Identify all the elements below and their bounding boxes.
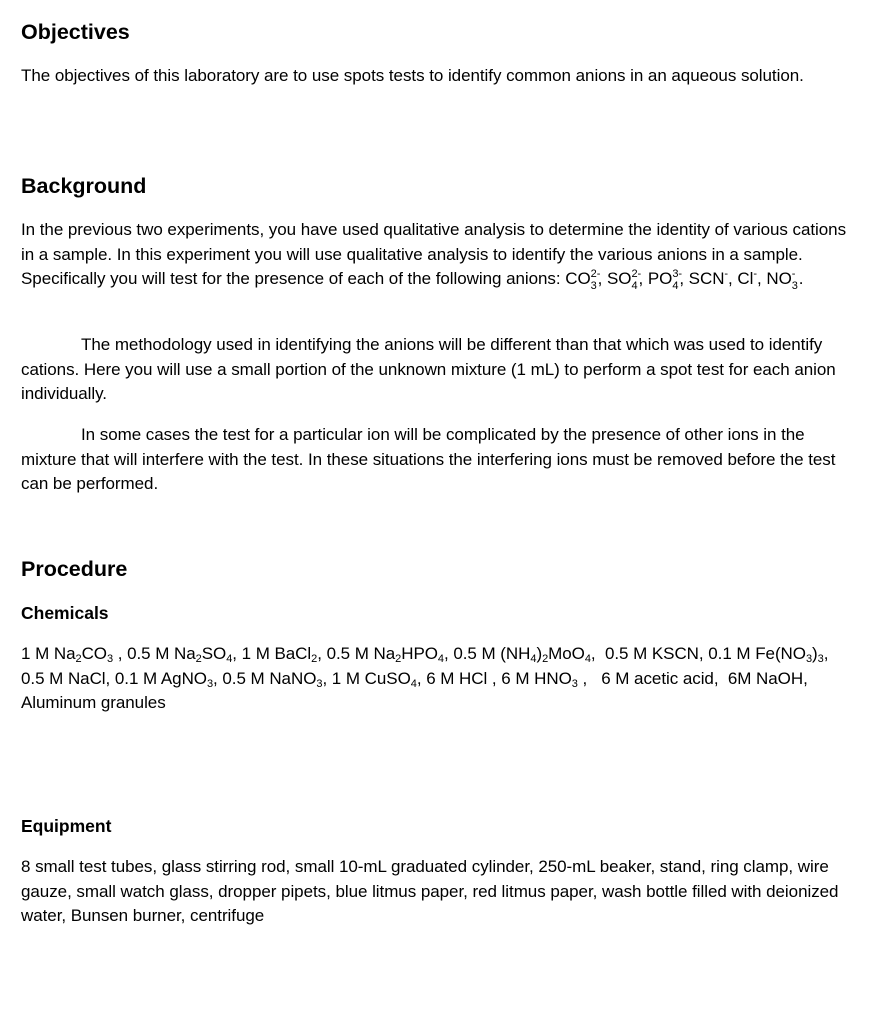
objectives-text: The objectives of this laboratory are to use spots tests to identify common anions in an aqueous solution. bbox=[21, 66, 804, 85]
background-paragraph-1-text: In the previous two experiments, you have used qualitative analysis to determine the identity of various cations in a sample. In this experiment you will use qualitative analysis to identify the various anions in a sample. Specifically you will test for the presence of each of the following anions: bbox=[21, 220, 847, 288]
anion-nitrate: NO - 3 bbox=[766, 268, 798, 292]
procedure-heading: Procedure bbox=[21, 557, 128, 581]
objectives-heading: Objectives bbox=[21, 20, 130, 44]
chemicals-list: 1 M $Na_2CO_3$ , 0.5 M $Na_2SO_4$, 1 M BaCl$_2$, 0.5 M $Na_2HPO_4$, 0.5 M $(NH_4)_2MoO_4$, 0.5 M KSCN, 0.1 M $Fe(NO_3)_3$, 0.5 M NaCl, 0.1 M AgNO$_3$, 0.5 M NaNO$_3$, 1 M CuSO$_4$, 6 M HCl , 6 M $HNO_3$ , 6 M acetic acid, 6M NaOH, Aluminum granules bbox=[21, 644, 834, 712]
anion-phosphate: PO 3- 4 bbox=[647, 268, 682, 292]
background-paragraph-1: In the previous two experiments, you have used qualitative analysis to determine the identity of various cations in a sample. In this experiment you will use qualitative analysis to identify the various anions in a sample. Specifically you will test for the presence of each of the following anions: CO 2- 3 , SO 2- 4 , PO 3- 4 , SCN-, Cl-, NO - 3 . bbox=[21, 220, 847, 292]
anion-carbonate: CO 2- 3 bbox=[565, 268, 601, 292]
equipment-list: 8 small test tubes, glass stirring rod, small 10-mL graduated cylinder, 250-mL beaker, stand, ring clamp, wire gauze, small watch glass, dropper pipets, blue litmus paper, red litmus paper, wash bottle filled with deionized water, Bunsen burner, centrifuge bbox=[21, 857, 839, 925]
chemicals-heading: Chemicals bbox=[21, 603, 109, 623]
anion-chloride: Cl- bbox=[737, 268, 757, 288]
background-paragraph-2: The methodology used in identifying the anions will be different than that which was used to identify cations. Here you will use a small portion of the unknown mixture (1 mL) to perform a spot test for each anion individually. bbox=[21, 335, 836, 403]
anion-thiocyanate: SCN- bbox=[688, 268, 729, 288]
background-heading: Background bbox=[21, 174, 147, 198]
equipment-heading: Equipment bbox=[21, 816, 112, 836]
anion-sulfate: SO 2- 4 bbox=[607, 268, 642, 292]
background-paragraph-3: In some cases the test for a particular ion will be complicated by the presence of other ions in the mixture that will interfere with the test. In these situations the interfering ions must be removed before the test can be performed. bbox=[21, 425, 836, 493]
